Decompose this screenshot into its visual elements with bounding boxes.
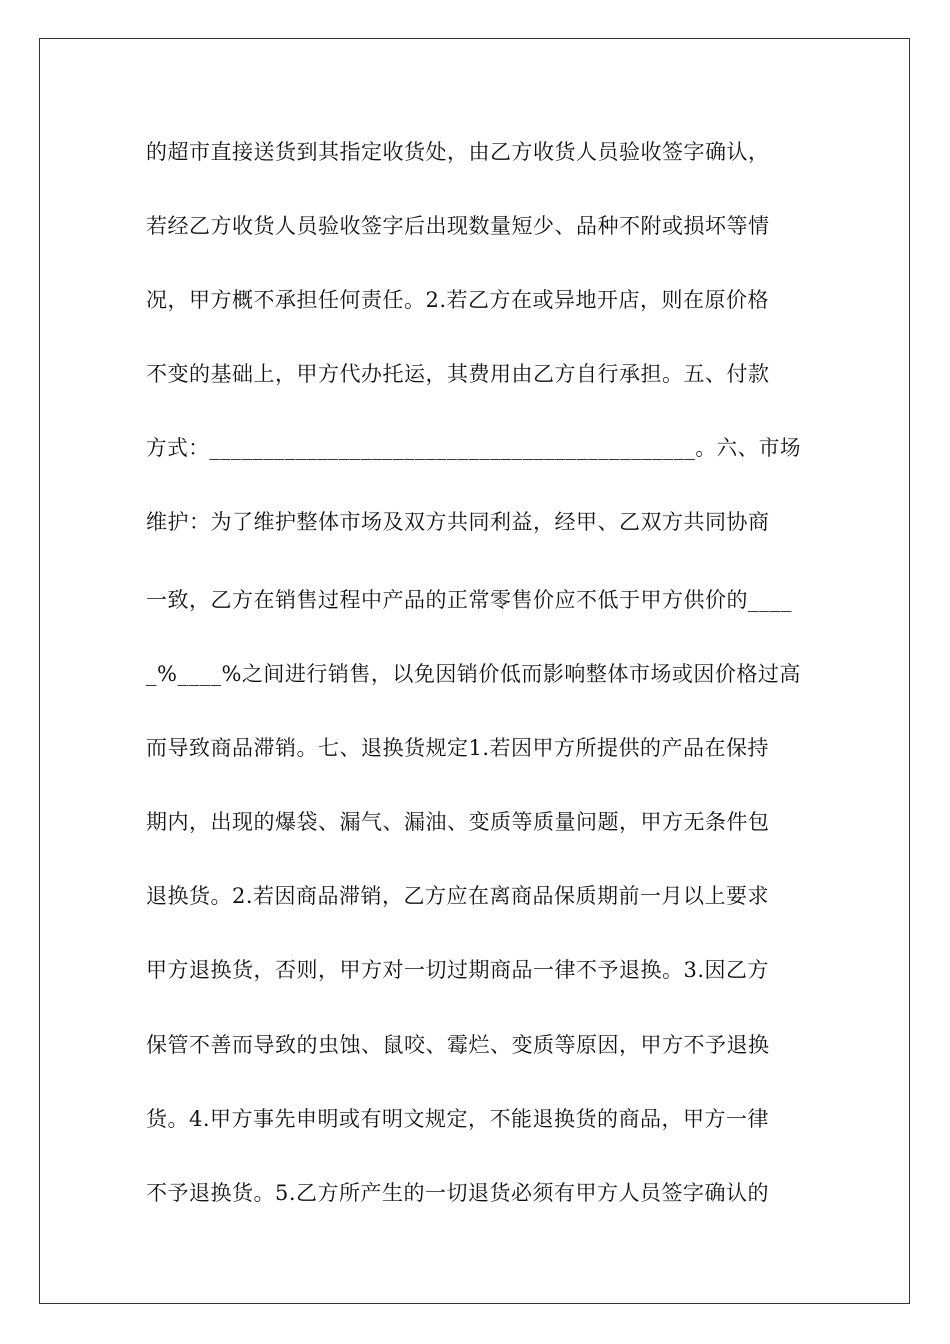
text-line: 一致，乙方在销售过程中产品的正常零售价应不低于甲方供价的____ [146, 588, 792, 612]
text-line: 甲方退换货，否则，甲方对一切过期商品一律不予退换。3.因乙方 [146, 958, 770, 982]
text-line: _%____%之间进行销售，以免因销价低而影响整体市场或因价格过高 [146, 662, 801, 686]
text-line: 方式：_____________________________________________。六、市场 [146, 436, 801, 460]
text-line: 的超市直接送货到其指定收货处，由乙方收货人员验收签字确认， [146, 140, 770, 164]
text-line: 不变的基础上，甲方代办托运，其费用由乙方自行承担。五、付款 [146, 362, 770, 386]
text-line: 而导致商品滞销。七、退换货规定1.若因甲方所提供的产品在保持 [146, 736, 770, 760]
text-line: 退换货。2.若因商品滞销，乙方应在离商品保质期前一月以上要求 [146, 884, 770, 908]
text-line: 保管不善而导致的虫蚀、鼠咬、霉烂、变质等原因，甲方不予退换 [146, 1033, 770, 1057]
text-line: 期内，出现的爆袋、漏气、漏油、变质等质量问题，甲方无条件包 [146, 810, 770, 834]
text-line: 况，甲方概不承担任何责任。2.若乙方在或异地开店，则在原价格 [146, 288, 770, 312]
text-line: 维护：为了维护整体市场及双方共同利益，经甲、乙双方共同协商 [146, 510, 770, 534]
text-line: 若经乙方收货人员验收签字后出现数量短少、品种不附或损坏等情 [146, 214, 770, 238]
text-line: 不予退换货。5.乙方所产生的一切退货必须有甲方人员签字确认的 [146, 1181, 770, 1205]
text-line: 货。4.甲方事先申明或有明文规定，不能退换货的商品，甲方一律 [146, 1107, 770, 1131]
